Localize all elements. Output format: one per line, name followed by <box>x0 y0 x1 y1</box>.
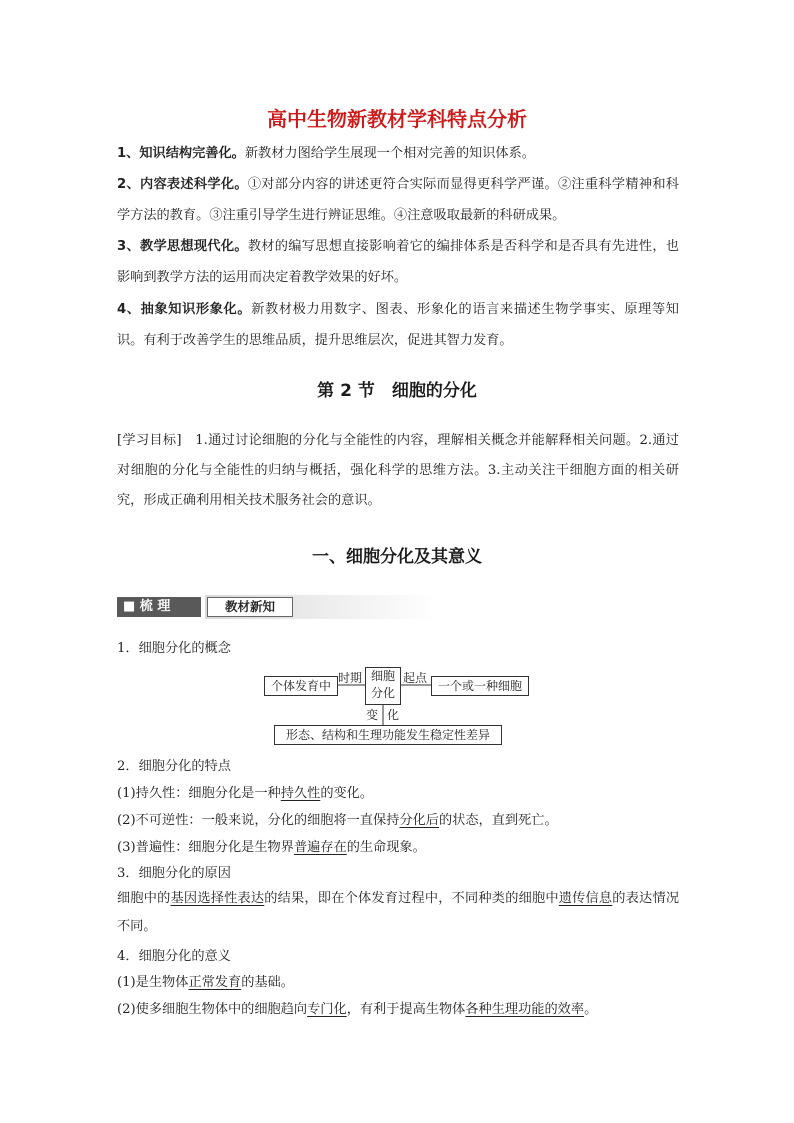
item-1-heading: 1．细胞分化的概念 <box>117 641 231 656</box>
item-3-heading: 3．细胞分化的原因 <box>117 866 231 881</box>
banner-label-review: ■ 梳 理 <box>117 597 201 617</box>
diagram-box-individual-development: 个体发育中 <box>264 676 338 696</box>
intro-paragraph-1 <box>117 138 679 169</box>
feature-2-pre: (2)不可逆性：一般来说，分化的细胞将一直保持 <box>117 813 400 828</box>
meaning-1-pre: (1)是生物体 <box>117 975 189 990</box>
diagram-box-stable-difference: 形态、结构和生理功能发生稳定性差异 <box>274 725 502 745</box>
document-title: 高中生物新教材学科特点分析 <box>267 107 527 131</box>
feature-2-post: 的状态，直到死亡。 <box>439 813 558 828</box>
section-banner <box>117 595 437 619</box>
feature-1-post: 的变化。 <box>320 786 374 801</box>
diagram-center-line-1: 细胞 <box>370 669 395 683</box>
feature-irreversibility <box>117 809 679 828</box>
intro-1-text: 新教材力图给学生展现一个相对完善的知识体系。 <box>244 146 535 161</box>
diagram-box-one-cell: 一个或一种细胞 <box>431 676 529 696</box>
feature-3-pre: (3)普遍性：细胞分化是生物界 <box>117 840 294 855</box>
meaning-2 <box>117 998 679 1017</box>
subsection-title: 一、细胞分化及其意义 <box>312 547 482 567</box>
intro-paragraph-3 <box>117 231 679 293</box>
cause-underlined-1: 基因选择性表达 <box>170 891 265 906</box>
meaning-2-underlined-1: 专门化 <box>307 1002 347 1017</box>
section-title: 第 2 节 细胞的分化 <box>317 381 477 401</box>
intro-4-text: 新教材极力用数字、图表、形象化的语言来描述生物学事实、原理等知识。有利于改善学生的思维品质，提升思维层次，促进其智力发育。 <box>117 302 679 348</box>
intro-3-heading: 3、教学思想现代化。 <box>117 239 248 254</box>
item-2-heading: 2．细胞分化的特点 <box>117 759 231 774</box>
cause-paragraph <box>117 885 679 941</box>
meaning-2-mid: ，有利于提高生物体 <box>346 1002 466 1017</box>
diagram-box-cell-differentiation <box>365 667 401 705</box>
intro-2-text: ①对部分内容的讲述更符合实际而显得更科学严谨。②注重科学精神和科学方法的教育。③注重引导学生进行辨证思维。④注意吸取最新的科研成果。 <box>117 177 679 223</box>
meaning-1-underlined: 正常发育 <box>188 975 242 990</box>
diagram-label-change-left: 变 <box>366 708 379 722</box>
banner-label-new-knowledge: 教材新知 <box>207 597 293 617</box>
cause-pre: 细胞中的 <box>117 891 171 906</box>
intro-paragraph-2 <box>117 169 679 231</box>
diagram-label-time: 时期 <box>338 671 363 685</box>
intro-paragraph-4 <box>117 294 679 356</box>
meaning-1 <box>117 971 679 990</box>
feature-3-underlined: 普遍存在 <box>293 840 347 855</box>
intro-4-heading: 4、抽象知识形象化。 <box>117 302 252 317</box>
feature-1-underlined: 持久性 <box>280 786 321 801</box>
intro-2-heading: 2、内容表述科学化。 <box>117 177 248 192</box>
feature-3-post: 的生命现象。 <box>346 840 426 855</box>
meaning-2-underlined-2: 各种生理功能的效率 <box>465 1002 585 1017</box>
cause-underlined-2: 遗传信息 <box>558 891 613 906</box>
learning-objectives: [学习目标] 1.通过讨论细胞的分化与全能性的内容，理解相关概念并能解释相关问题。2.通过对细胞的分化与全能性的归纳与概括，强化科学的思维方法。3.主动关注干细胞方面的相关研究，形成正确利用相关技术服务社会的意识。 <box>117 433 679 508</box>
intro-1-heading: 1、知识结构完善化。 <box>117 146 245 161</box>
feature-1-pre: (1)持久性：细胞分化是一种 <box>117 786 281 801</box>
cause-post: 的表达情况不同。 <box>117 891 680 934</box>
feature-universality <box>117 836 679 855</box>
diagram-label-start: 起点 <box>403 671 428 685</box>
diagram-label-change-right: 化 <box>387 708 400 722</box>
meaning-1-post: 的基础。 <box>241 975 294 990</box>
feature-persistence <box>117 782 679 801</box>
cause-mid: 的结果，即在个体发育过程中，不同种类的细胞中 <box>264 891 559 906</box>
concept-diagram <box>262 666 532 746</box>
diagram-center-line-2: 分化 <box>370 686 395 700</box>
intro-3-text: 教材的编写思想直接影响着它的编排体系是否科学和是否具有先进性，也影响到教学方法的运用而决定着教学效果的好坏。 <box>117 239 679 285</box>
meaning-2-post: 。 <box>584 1002 598 1017</box>
feature-2-underlined: 分化后 <box>399 813 439 828</box>
item-4-heading: 4．细胞分化的意义 <box>117 949 231 964</box>
meaning-2-pre: (2)使多细胞生物体中的细胞趋向 <box>117 1002 308 1017</box>
